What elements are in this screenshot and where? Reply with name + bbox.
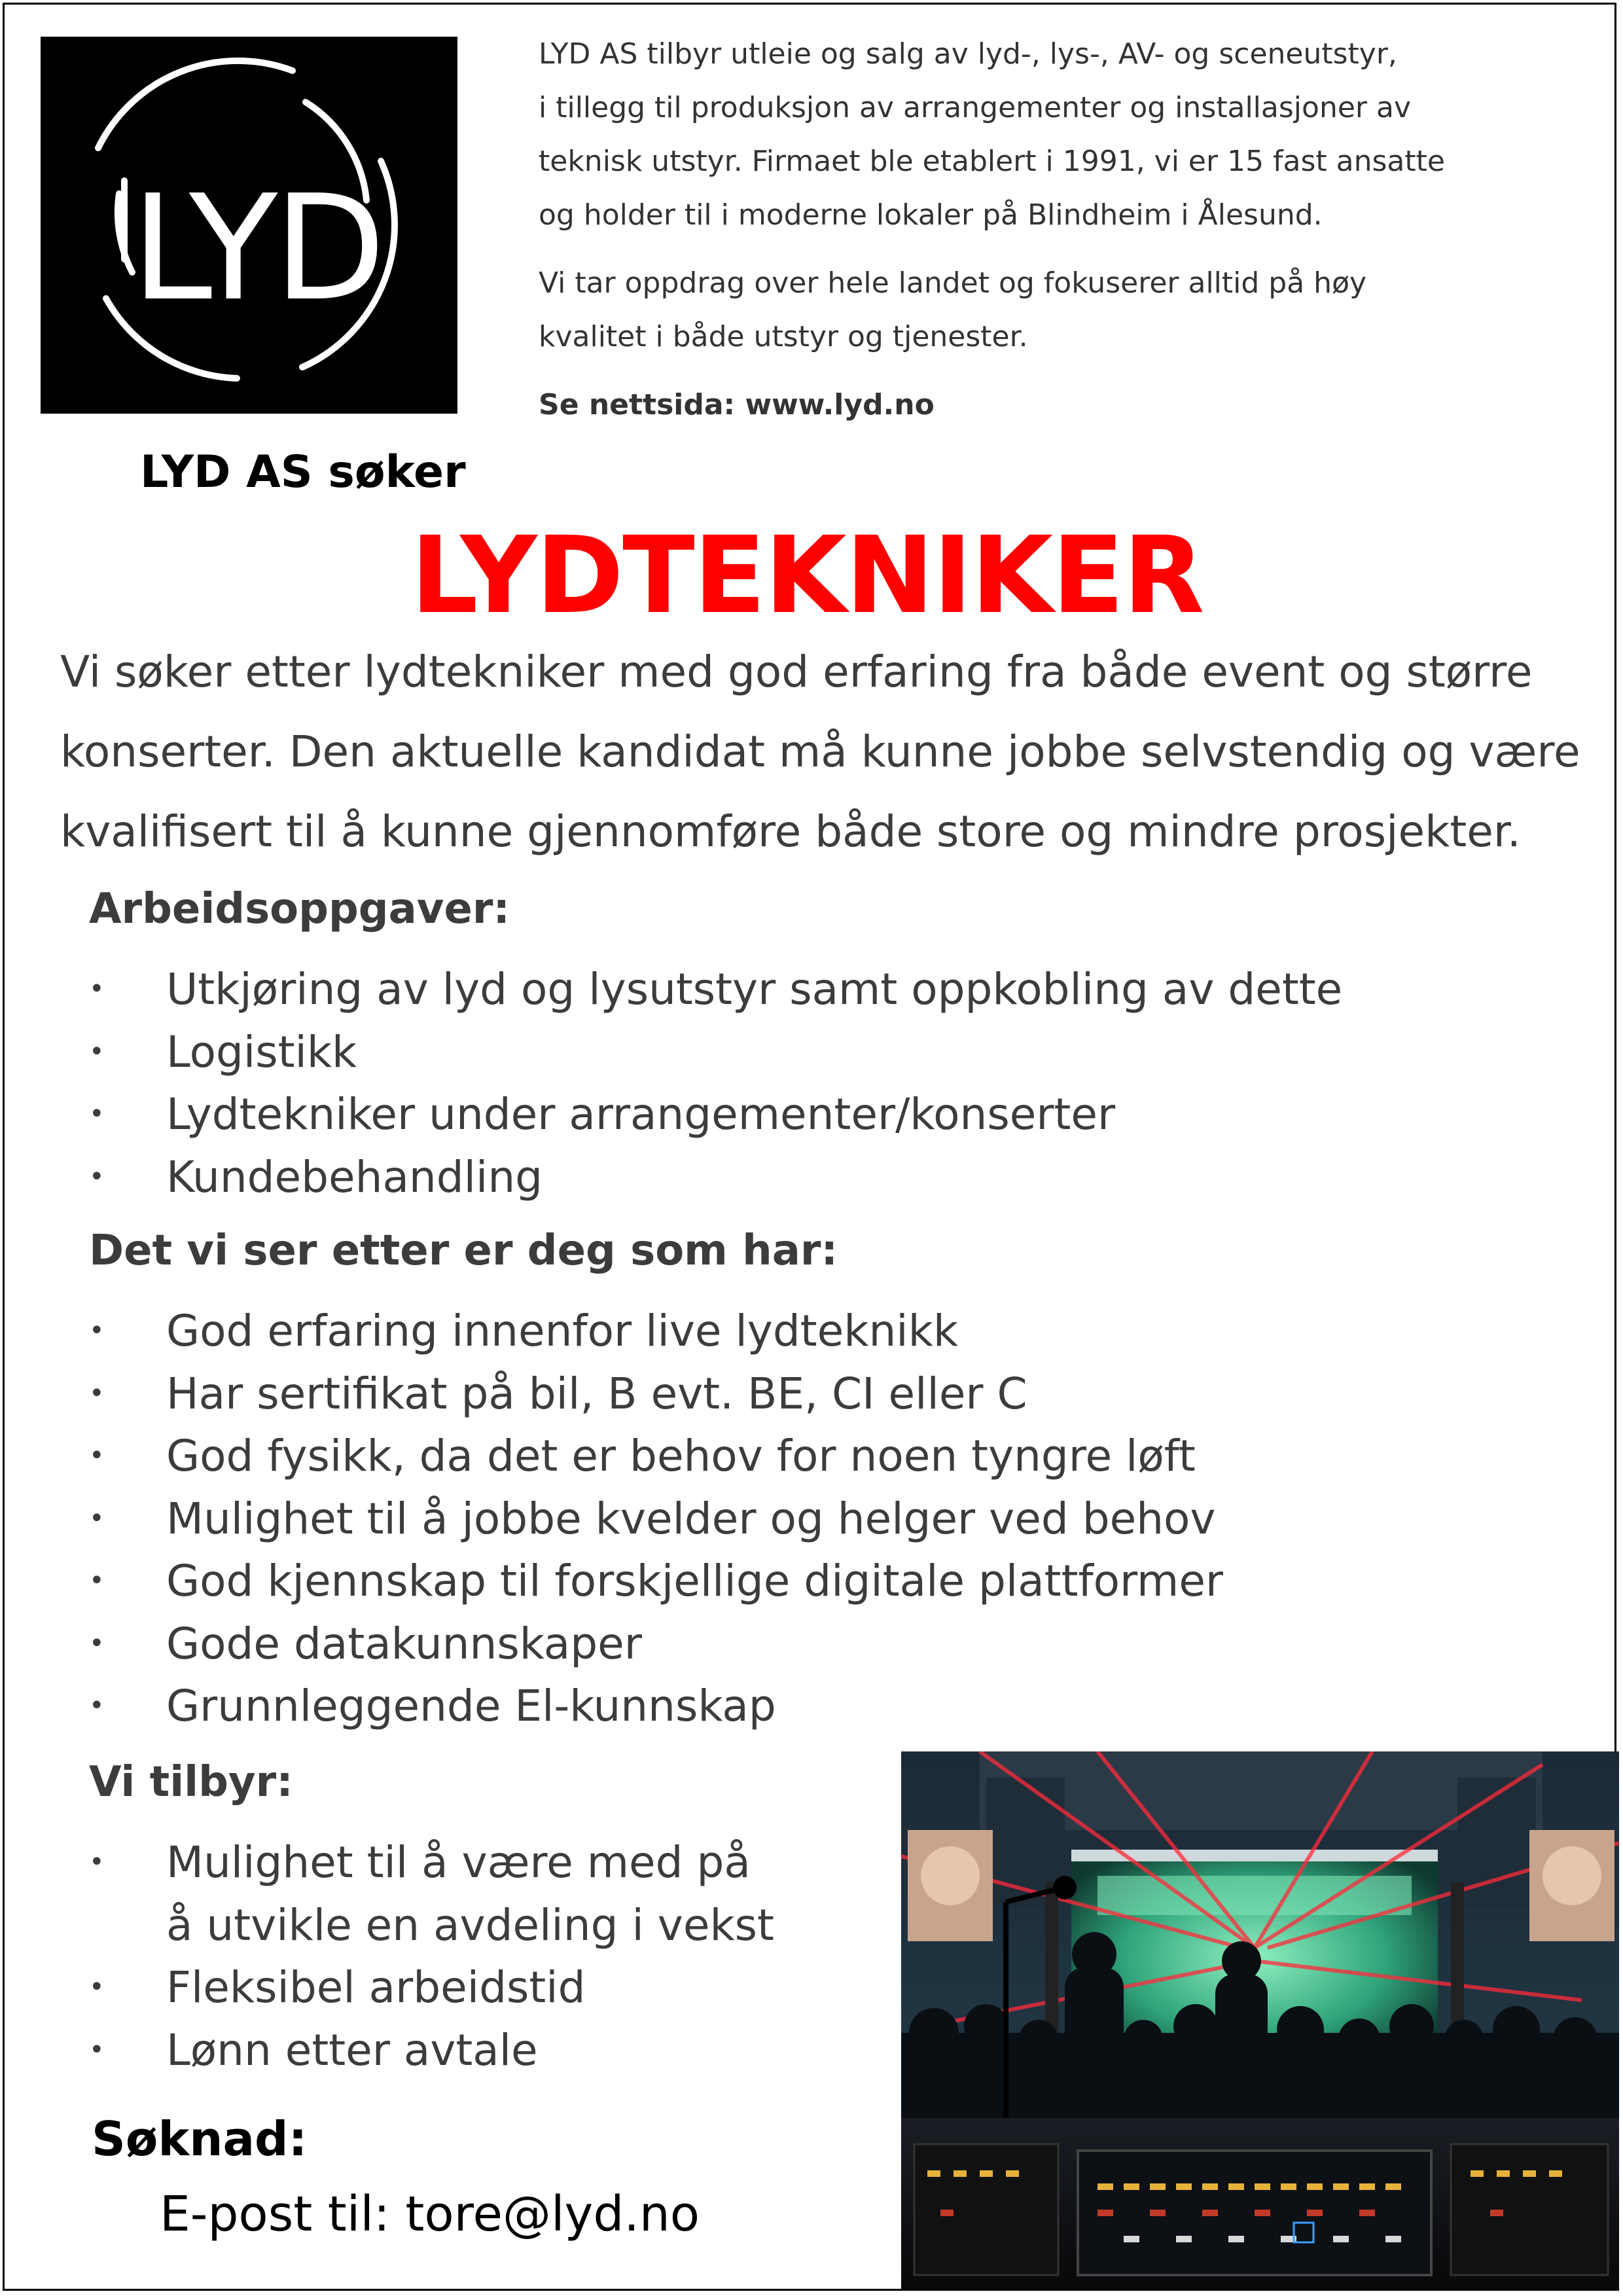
concert-photo (901, 1751, 1619, 2291)
job-description (60, 632, 1611, 872)
lead-line: konserter. Den aktuelle kandidat må kunne jobbe selvstendig og være (60, 726, 1580, 777)
requirements-list (89, 1300, 1223, 1738)
bullet-icon: • (89, 1628, 105, 1659)
tasks-list (89, 958, 1342, 1208)
logo-text: LYD (131, 164, 382, 333)
application-heading: Søknad: (92, 2111, 308, 2166)
company-intro (539, 27, 1520, 432)
list-item: • Utkjøring av lyd og lysutstyr samt oppkobling av dette (89, 958, 1342, 1021)
lead-line: kvalifisert til å kunne gjennomføre både store og mindre prosjekter. (60, 806, 1521, 857)
bullet-icon: • (89, 1972, 105, 2002)
bullet-icon: • (89, 2034, 105, 2065)
list-item: • Logistikk (89, 1021, 1342, 1084)
website-line: Se nettsida: www.lyd.no (539, 388, 935, 422)
offer-list (89, 1831, 774, 2081)
job-title: LYDTEKNIKER (410, 514, 1204, 637)
bullet-icon: • (89, 1847, 105, 1877)
bullet-icon: • (89, 1161, 105, 1192)
seeking-heading: LYD AS søker (140, 446, 466, 498)
list-item: • Mulighet til å jobbe kvelder og helger ved behov (89, 1488, 1223, 1551)
bullet-icon: • (89, 1503, 105, 1534)
list-item: • Lønn etter avtale (89, 2019, 774, 2082)
bullet-icon: • (89, 1566, 105, 1596)
lead-line: Vi søker etter lydtekniker med god erfaring fra både event og større (60, 647, 1533, 697)
list-item: • God kjennskap til forskjellige digitale plattformer (89, 1550, 1223, 1613)
intro-line: og holder til i moderne lokaler på Blindheim i Ålesund. (539, 198, 1323, 232)
bullet-icon: • (89, 1099, 105, 1129)
intro-line: teknisk utstyr. Firmaet ble etablert i 1991, vi er 15 fast ansatte (539, 145, 1445, 178)
intro-line: kvalitet i både utstyr og tjenester. (539, 320, 1028, 353)
list-item: • Har sertifikat på bil, B evt. BE, CI eller C (89, 1363, 1223, 1426)
bullet-icon: • (89, 1691, 105, 1721)
bullet-icon: • (89, 1441, 105, 1471)
list-item: • Grunnleggende El-kunnskap (89, 1675, 1223, 1738)
bullet-icon: • (89, 974, 105, 1004)
list-item: • Mulighet til å være med på å utvikle en avdeling i vekst (89, 1831, 774, 1956)
tasks-heading: Arbeidsoppgaver: (89, 885, 510, 933)
list-item: • Gode datakunnskaper (89, 1613, 1223, 1676)
list-item: • Kundebehandling (89, 1146, 1342, 1209)
application-email: E-post til: tore@lyd.no (160, 2186, 700, 2242)
intro-line: Vi tar oppdrag over hele landet og fokuserer alltid på høy (539, 266, 1367, 300)
bullet-icon: • (89, 1316, 105, 1346)
intro-line: i tillegg til produksjon av arrangementer og installasjoner av (539, 91, 1411, 124)
requirements-heading: Det vi ser etter er deg som har: (89, 1227, 838, 1275)
list-item: • God erfaring innenfor live lydteknikk (89, 1300, 1223, 1363)
list-item: • God fysikk, da det er behov for noen tyngre løft (89, 1425, 1223, 1488)
offer-heading: Vi tilbyr: (89, 1758, 293, 1806)
bullet-icon: • (89, 1378, 105, 1408)
logo-graphic (41, 37, 457, 414)
lyd-logo (41, 37, 457, 414)
bullet-icon: • (89, 1036, 105, 1067)
list-item: • Lydtekniker under arrangementer/konserter (89, 1083, 1342, 1146)
intro-line: LYD AS tilbyr utleie og salg av lyd-, lys-, AV- og sceneutstyr, (539, 37, 1397, 71)
list-item: • Fleksibel arbeidstid (89, 1956, 774, 2019)
